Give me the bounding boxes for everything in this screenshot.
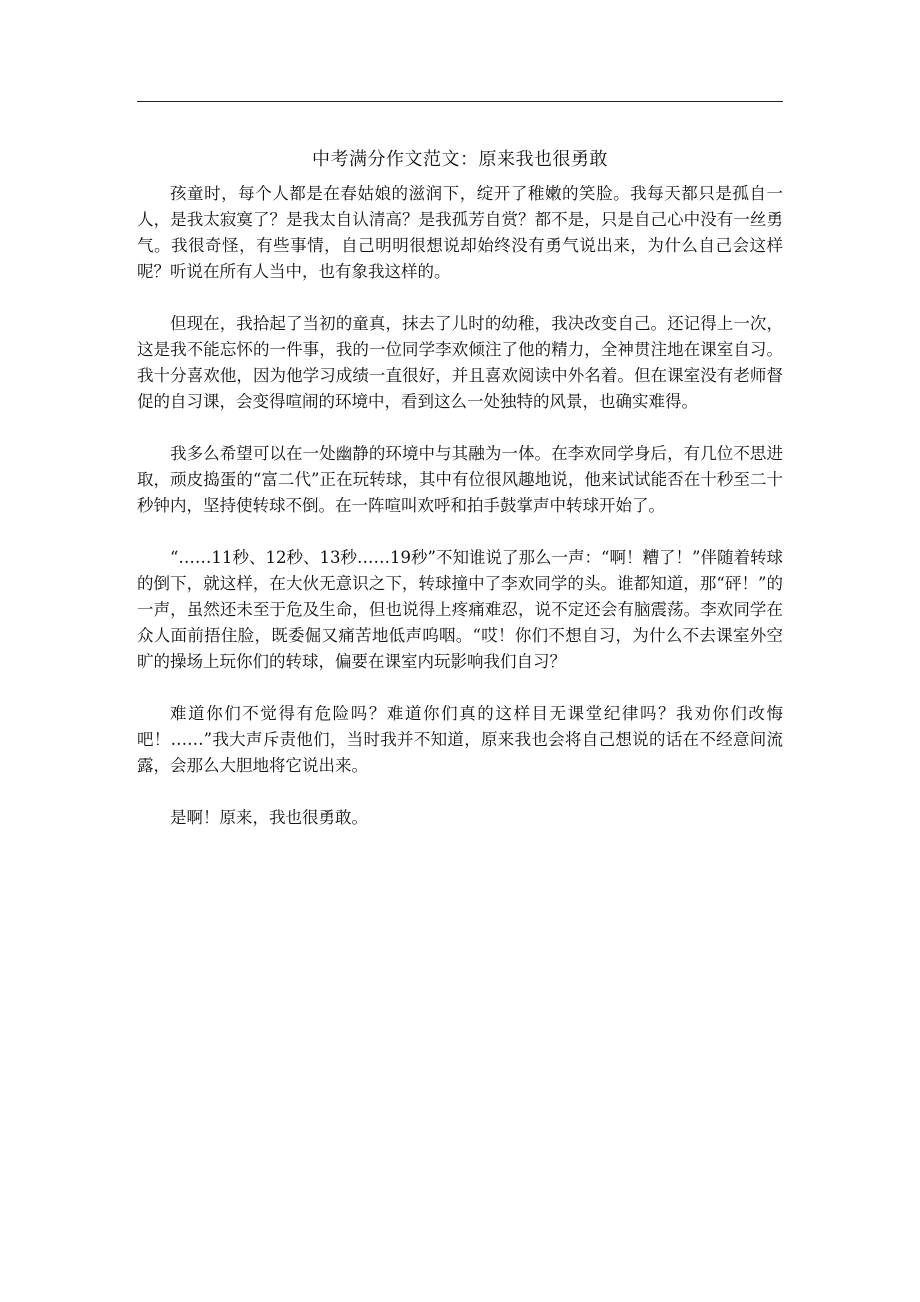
paragraph-2: 但现在，我拾起了当初的童真，抹去了儿时的幼稚，我决改变自己。还记得上一次，这是我不能忘怀的一件事，我的一位同学李欢倾注了他的精力，全神贯注地在课室自习。我十分喜欢他，因为他学习成绩一直很好，并且喜欢阅读中外名着。但在课室没有老师督促的自习课，会变得喧闹的环境中，看到这么一处独特的风景，也确实难得。 bbox=[137, 314, 783, 411]
paragraph-6: 是啊！原来，我也很勇敢。 bbox=[170, 808, 368, 827]
document-body bbox=[137, 181, 783, 857]
paragraph-5: 难道你们不觉得有危险吗？难道你们真的这样目无课堂纪律吗？我劝你们改悔吧！……”我大声斥责他们，当时我并不知道，原来我也会将自己想说的话在不经意间流露，会那么大胆地将它说出来。 bbox=[137, 704, 783, 775]
header-rule bbox=[137, 101, 783, 102]
document-title: 中考满分作文范文：原来我也很勇敢 bbox=[312, 149, 608, 170]
paragraph-3: 我多么希望可以在一处幽静的环境中与其融为一体。在李欢同学身后，有几位不思进取，顽皮捣蛋的“富二代”正在玩转球，其中有位很风趣地说，他来试试能否在十秒至二十秒钟内，坚持使转球不倒。在一阵喧叫欢呼和拍手鼓掌声中转球开始了。 bbox=[137, 444, 783, 515]
paragraph-1: 孩童时，每个人都是在春姑娘的滋润下，绽开了稚嫩的笑脸。我每天都只是孤自一人，是我太寂寞了？是我太自认清高？是我孤芳自赏？都不是，只是自己心中没有一丝勇气。我很奇怪，有些事情，自己明明很想说却始终没有勇气说出来，为什么自己会这样呢？听说在所有人当中，也有象我这样的。 bbox=[137, 184, 783, 281]
paragraph-4: “……11秒、12秒、13秒……19秒”不知谁说了那么一声：“啊！糟了！”伴随着转球的倒下，就这样，在大伙无意识之下，转球撞中了李欢同学的头。谁都知道，那“砰！”的一声，虽然还未至于危及生命，但也说得上疼痛难忍，说不定还会有脑震荡。李欢同学在众人面前捂住脸，既委倔又痛苦地低声呜咽。“哎！你们不想自习，为什么不去课室外空旷的操场上玩你们的转球，偏要在课室内玩影响我们自习？ bbox=[137, 548, 783, 671]
